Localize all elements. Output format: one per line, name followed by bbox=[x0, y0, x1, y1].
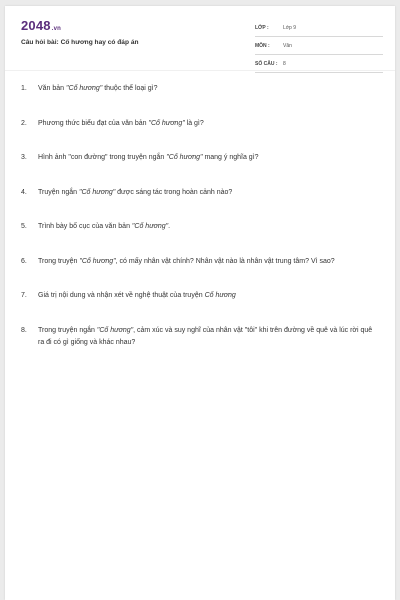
divider bbox=[5, 70, 395, 71]
logo-text: 2048 bbox=[21, 18, 51, 33]
question-text-part: , cảm xúc và suy nghĩ của nhân vật "tôi" khi trên đường về quê và lúc rời quê ra đi có gì giống và khác nhau? bbox=[38, 326, 373, 346]
question-text-part: Hình ảnh "con đường" trong truyện ngắn bbox=[38, 154, 167, 161]
question-item bbox=[21, 118, 379, 131]
question-item bbox=[21, 152, 379, 165]
meta-row-subject bbox=[255, 37, 383, 55]
meta-value: Văn bbox=[283, 42, 292, 49]
meta-row-class bbox=[255, 19, 383, 37]
question-text bbox=[38, 290, 236, 303]
question-number: 6. bbox=[21, 257, 27, 265]
question-item bbox=[21, 325, 379, 350]
question-text-part: Giá trị nội dung và nhận xét về nghệ thuật của truyện bbox=[38, 292, 205, 299]
question-number: 4. bbox=[21, 188, 27, 196]
question-number: 7. bbox=[21, 292, 27, 299]
question-text bbox=[38, 152, 259, 165]
question-text bbox=[38, 256, 335, 269]
question-text-italic: "Cố hương" bbox=[166, 154, 203, 161]
question-text-part: Truyện ngắn bbox=[38, 188, 79, 196]
meta-label: LỚP : bbox=[255, 24, 269, 31]
question-item bbox=[21, 290, 379, 303]
question-text bbox=[38, 187, 232, 200]
question-text-part: , có mấy nhân vật chính? Nhân vật nào là nhân vật trung tâm? Vì sao? bbox=[115, 257, 335, 265]
question-item bbox=[21, 187, 379, 200]
question-list bbox=[21, 81, 379, 350]
question-text-italic: "Cố hương" bbox=[79, 257, 116, 265]
question-text-italic: Cố hương bbox=[204, 292, 236, 299]
question-text-part: Trình bày bố cục của văn bản bbox=[38, 223, 132, 230]
question-number: 5. bbox=[21, 223, 27, 230]
question-text-part: là gì? bbox=[184, 119, 204, 127]
question-text-italic: "Cố hương" bbox=[131, 223, 169, 230]
question-text-part: Trong truyện bbox=[38, 257, 80, 265]
question-text-italic: "Cố hương" bbox=[79, 188, 116, 196]
question-text-part: mang ý nghĩa gì? bbox=[202, 154, 259, 161]
question-number: 1. bbox=[21, 85, 27, 92]
question-text-part: Văn bản bbox=[38, 85, 67, 92]
site-logo[interactable] bbox=[21, 18, 61, 33]
question-item bbox=[21, 256, 379, 269]
question-text-italic: "Cố hương" bbox=[148, 119, 185, 127]
question-text-part: Phương thức biểu đạt của văn bản bbox=[38, 119, 149, 127]
question-text-part: Trong truyện ngắn bbox=[38, 326, 97, 334]
question-text-italic: "Cố hương" bbox=[96, 326, 134, 334]
question-number: 2. bbox=[21, 119, 27, 127]
question-text bbox=[38, 325, 379, 350]
page-title: Câu hỏi bài: Cố hương hay có đáp án bbox=[21, 39, 139, 46]
question-text bbox=[38, 118, 204, 131]
question-number: 3. bbox=[21, 154, 27, 161]
question-text bbox=[38, 83, 158, 96]
meta-label: SỐ CÂU : bbox=[255, 60, 278, 67]
question-text-part: thuộc thể loại gì? bbox=[102, 85, 158, 92]
question-number: 8. bbox=[21, 326, 27, 334]
question-item bbox=[21, 83, 379, 96]
question-text-part: được sáng tác trong hoàn cảnh nào? bbox=[115, 188, 233, 196]
worksheet-page bbox=[5, 6, 395, 600]
meta-value: Lớp 9 bbox=[283, 24, 297, 31]
meta-label: MÔN : bbox=[255, 42, 270, 49]
question-item bbox=[21, 221, 379, 234]
question-text bbox=[38, 221, 170, 234]
question-text-italic: "Cố hương" bbox=[66, 85, 103, 92]
meta-info bbox=[255, 19, 383, 73]
meta-value: 8 bbox=[283, 60, 286, 67]
question-text-part: . bbox=[168, 223, 171, 230]
logo-tld: .vn bbox=[51, 26, 62, 32]
